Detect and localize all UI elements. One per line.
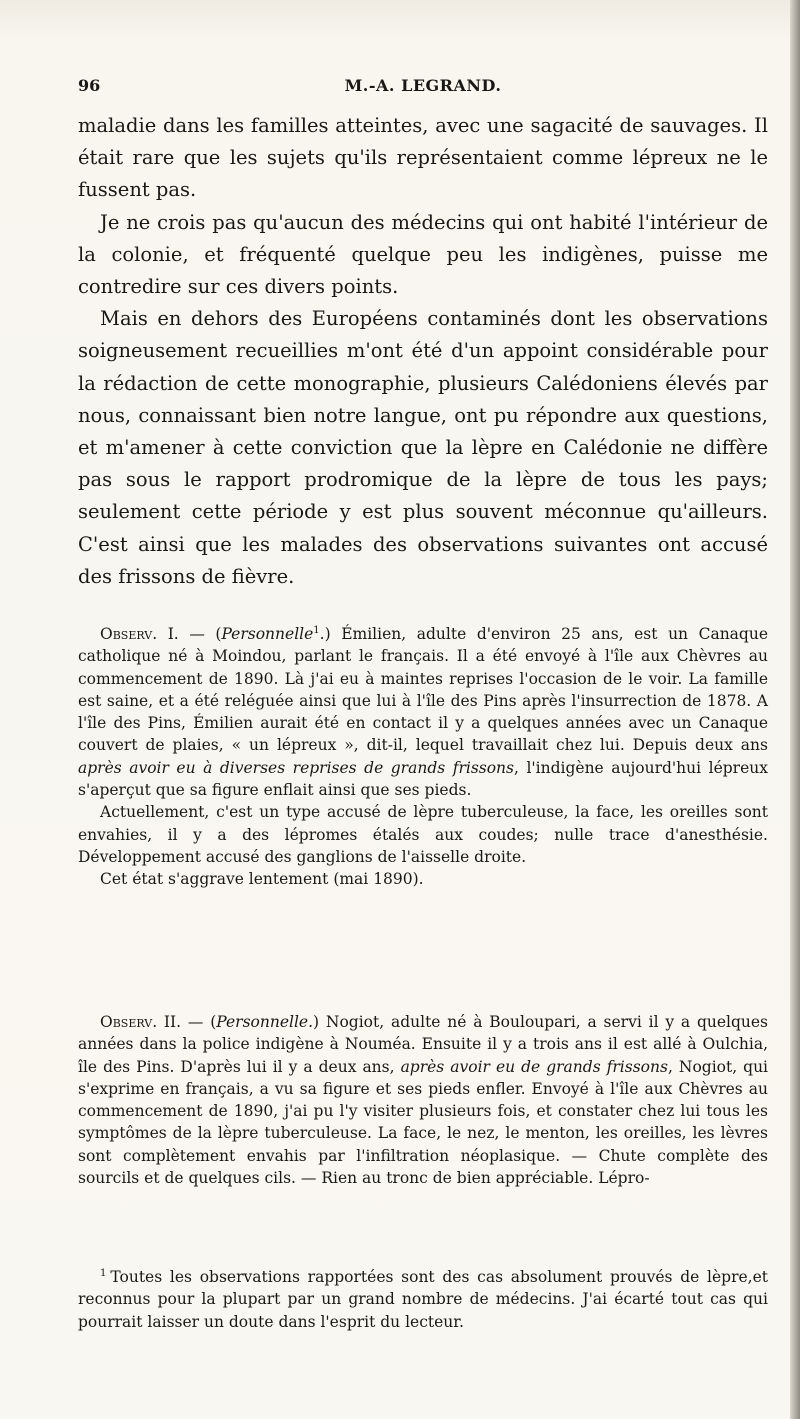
title-close: .): [319, 625, 331, 643]
observation-1: [78, 623, 768, 891]
paragraph: Mais en dehors des Européens contaminés dont les observations soigneusement recueillies m'ont été d'un appoint considérable pour la rédaction de cette monographie, plusieurs Calédoniens élevés par nous, connaissant bien notre langue, ont pu répondre aux questions, et m'amener à cette conviction que la lèpre en Calédonie ne diffère pas sous le rapport prodromique de la lèpre de tous les pays; seulement cette période y est plus souvent méconnue qu'ailleurs. C'est ainsi que les malades des observations suivantes ont accusé des frissons de fièvre.: [78, 307, 768, 588]
observation-paragraph: Actuellement, c'est un type accusé de lèpre tuberculeuse, la face, les oreilles sont envahies, il y a des lépromes étalés aux coudes; nulle trace d'anesthésie. Développement accusé des ganglions de l'aisselle droite.: [78, 803, 768, 866]
observation-text: Nogiot, adulte né à Bouloupari, a servi il y a quelques années dans la police indigène à Nouméa. Ensuite il y a trois ans il est allé à Oulchia, île des Pins. D'après lui il y a deux ans,: [78, 1013, 769, 1076]
observation-paragraph: Cet état s'aggrave lentement (mai 1890).: [100, 870, 424, 889]
paragraph: Je ne crois pas qu'aucun des médecins qui ont habité l'intérieur de la colonie, et fréquenté quelque peu les indigènes, puisse me contredire sur ces divers points.: [78, 210, 768, 299]
footnote-paragraph: [78, 1266, 768, 1333]
observation-emphasis: après avoir eu de grands frissons: [400, 1057, 668, 1076]
observation-text: , l'indigène aujourd'hui lépreux s'aperçut que sa figure enflait ainsi que ses pieds.: [78, 758, 768, 800]
footnote-ref: 1: [313, 624, 320, 636]
observation-text: Émilien, adulte d'environ 25 ans, est un Canaque catholique né à Moindou, parlant le français. Il a été envoyé à l'île aux Chèvres au commencement de 1890. Là j'ai eu à maintes reprises l'occasion de le voir. La famille est saine, et a été reléguée ainsi que lui à l'île des Pins après l'insurrection de 1878. A l'île des Pins, Émilien aurait été en contact il y a quelques années avec un Canaque couvert de plaies, « un lépreux », dit-il, lequel travaillait chez lui. Depuis deux ans: [78, 625, 769, 755]
paragraph: maladie dans les familles atteintes, avec une sagacité de sauvages. Il était rare que les sujets qu'ils représentaient comme lépreux ne le fussent pas.: [78, 114, 768, 202]
observation-2: [78, 1011, 768, 1189]
footnote-marker: 1: [100, 1267, 107, 1279]
page-edge-shadow: [790, 0, 800, 1419]
observation-title: Personnelle.: [216, 1013, 314, 1031]
observation-label: Observ. II.: [100, 1013, 182, 1031]
dash: — (: [181, 1013, 217, 1031]
observation-paragraph: [78, 623, 768, 801]
main-text: [78, 110, 768, 593]
page-header: [78, 76, 768, 100]
footnote-text: Toutes les observations rapportées sont des cas absolument prouvés de lèpre,et reconnus pour la plupart par un grand nombre de médecins. J'ai écarté tout cas qui pourrait laisser un doute dans l'esprit du lecteur.: [78, 1268, 768, 1331]
observation-title: Personnelle: [221, 625, 314, 643]
observation-text: , Nogiot, qui s'exprime en français, a vu sa figure et ses pieds enfler. Envoyé à l'île aux Chèvres au commencement de 1890, j'ai pu l'y visiter plusieurs fois, et constater chez lui tous les symptômes de la lèpre tuberculeuse. La face, le nez, le menton, les oreilles, les lèvres sont complètement envahis par l'infiltration néoplasique. — Chute complète des sourcils et de quelques cils. — Rien au tronc de bien appréciable. Lépro-: [78, 1057, 769, 1188]
page-number: 96: [78, 76, 101, 95]
observation-label: Observ. I.: [100, 625, 179, 643]
running-head: M.-A. LEGRAND.: [344, 76, 502, 95]
title-close: ): [313, 1013, 320, 1031]
observation-paragraph: [78, 1011, 768, 1189]
footnote: [78, 1266, 768, 1333]
dash: — (: [178, 625, 222, 643]
observation-emphasis: après avoir eu à diverses reprises de grands frissons: [78, 758, 514, 777]
